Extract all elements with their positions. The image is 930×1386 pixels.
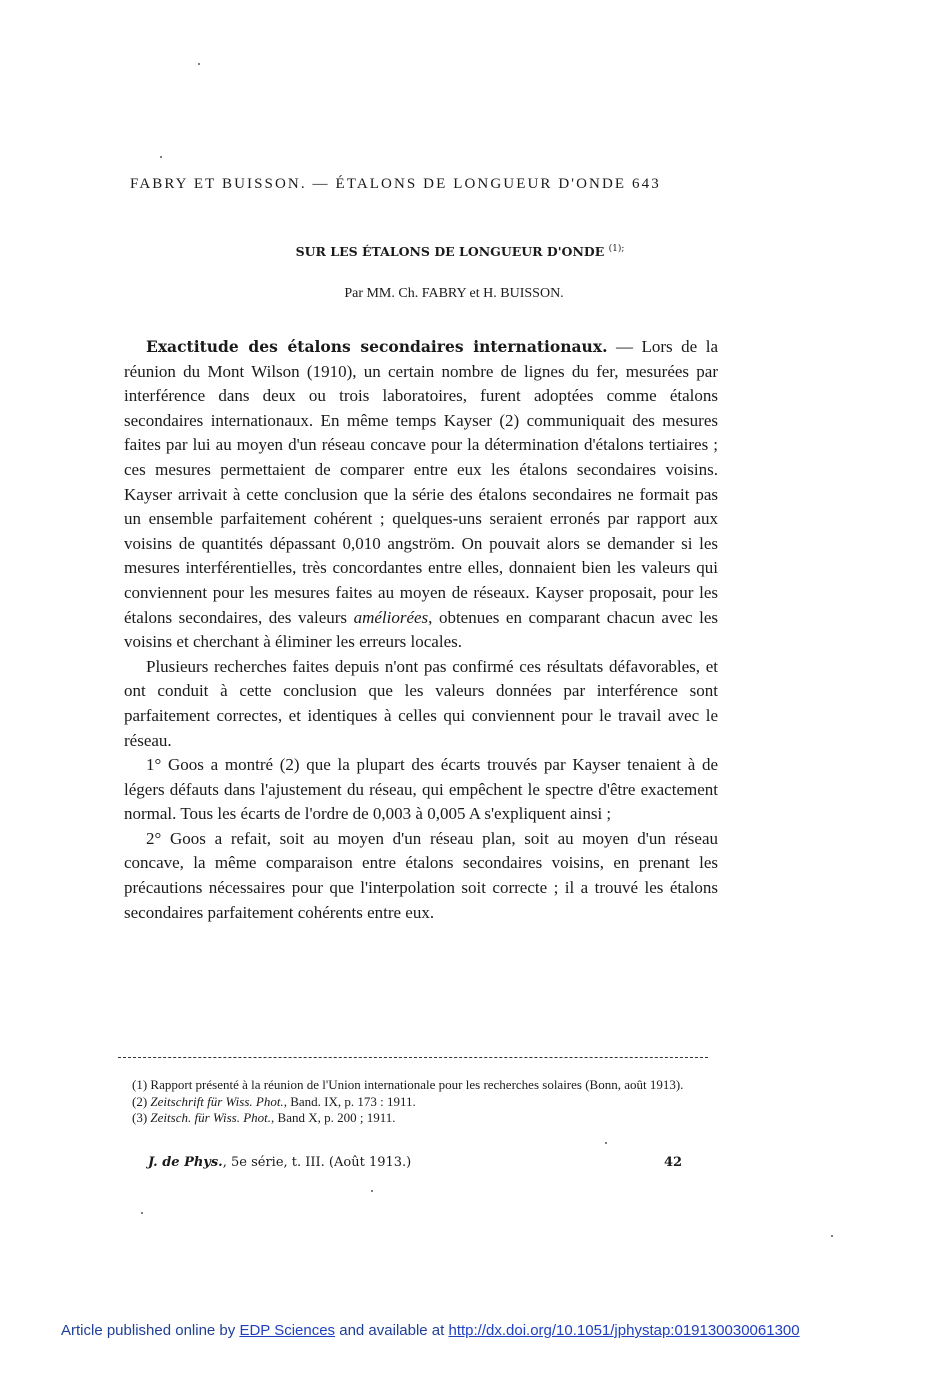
scan-speck: [141, 1212, 143, 1214]
paragraph-text: ) communiquait des mesures faites par lui au moyen d'un réseau concave pour la détermination d'étalons tertiaires ; ces mesures permettaient de comparer entre eux les étalons secondaires voisins. Kayser arrivait à cette conclusion que la série des étalons secondaires ne formait pas un ensemble parfaitement cohérent ; quelques-uns seraient erronés par rapport aux voisins de quantités dépassant 0,010 angström. On pouvait alors se demander si les mesures interférentielles, très concordantes entre elles, donnaient bien les valeurs qui conviennent pour les mesures faites au moyen de réseaux. Kayser proposait, pour les étalons secondaires, des valeurs: [124, 410, 718, 627]
footnote-3: [116, 1110, 716, 1127]
footnote-text: , Band. IX, p. 173 : 1911.: [283, 1093, 416, 1109]
paragraph-2: Plusieurs recherches faites depuis n'ont pas confirmé ces résultats défavorables, et ont conduit à cette conclusion que les valeurs données par interférence sont parfaitement correctes, et identiques à celles qui conviennent pour le travail avec le réseau.: [124, 656, 718, 750]
footnote-mark: (1): [132, 1077, 148, 1092]
paragraph-3: [124, 753, 718, 827]
title-footnote-ref: (1);: [608, 244, 625, 254]
emphasis-text: améliorées: [353, 607, 429, 627]
footer-text: and available at: [335, 1322, 449, 1339]
paragraph-text: , obtenues en comparant chacun avec les voisins et cherchant à éliminer les erreurs locales.: [124, 607, 718, 652]
publisher-link[interactable]: EDP Sciences: [239, 1322, 336, 1339]
running-head: FABRY ET BUISSON. — ÉTALONS DE LONGUEUR D'ONDE 643: [130, 176, 661, 192]
footnote-text: , Band X, p. 200 ; 1911.: [271, 1110, 396, 1125]
page-number: 42: [664, 1155, 683, 1170]
journal-details: , 5e série, t. III. (Août 1913.): [222, 1155, 412, 1170]
publication-footer: [61, 1322, 800, 1339]
footnote-ref: 2: [505, 410, 514, 430]
footnote-text: Rapport présenté à la réunion de l'Union internationale pour les recherches solaires (Bonn, août 1913).: [147, 1077, 684, 1092]
footnote-mark: (3): [132, 1110, 148, 1125]
authors-line: [0, 286, 930, 302]
scan-speck: [198, 63, 200, 65]
journal-citation: Zeitschrift für Wiss. Phot.: [150, 1093, 284, 1109]
scan-speck: [160, 156, 162, 158]
footnote-ref: 2: [285, 755, 294, 775]
footnote-mark: (2): [132, 1093, 148, 1109]
footnotes: [116, 1077, 716, 1127]
paragraph-4: 2° Goos a refait, soit au moyen d'un réseau plan, soit au moyen d'un réseau concave, la même comparaison entre étalons secondaires voisins, en prenant les précautions nécessaires pour que l'interpolation soit correcte ; il a trouvé les étalons secondaires parfaitement cohérents entre eux.: [124, 828, 718, 922]
doi-link[interactable]: http://dx.doi.org/10.1051/jphystap:019130030061300: [448, 1322, 800, 1339]
footnote-divider: [118, 1057, 708, 1058]
article-body: [124, 335, 718, 925]
section-lead: Exactitude des étalons secondaires internationaux.: [146, 337, 608, 356]
paragraph-text: — Lors de la réunion du Mont Wilson (1910), un certain nombre de lignes du fer, mesurées par interférence dans deux ou trois laboratoires, furent adoptées comme étalons secondaires internationaux. En même temps Kayser (: [124, 337, 718, 430]
paragraph-1: [124, 335, 718, 655]
footnote-2: [116, 1094, 716, 1111]
footnote-1: [116, 1077, 716, 1094]
journal-citation: Zeitsch. für Wiss. Phot.: [150, 1110, 272, 1125]
scan-speck: [605, 1142, 607, 1144]
scan-speck: [371, 1190, 373, 1192]
journal-reference: [148, 1155, 411, 1170]
article-title: [0, 244, 930, 259]
scan-speck: [831, 1235, 833, 1237]
paragraph-text: 1° Goos a montré (: [146, 755, 286, 775]
authors-text: Par MM. Ch. FABRY et H. BUISSON.: [344, 286, 564, 301]
title-text: SUR LES ÉTALONS DE LONGUEUR D'ONDE: [295, 244, 605, 260]
journal-name: J. de Phys.: [148, 1155, 223, 1170]
footer-text: Article published online by: [61, 1322, 240, 1339]
paragraph-text: ) que la plupart des écarts trouvés par Kayser tenaient à de légers défauts dans l'ajustement du réseau, qui empêchent le spectre d'être exactement normal. Tous les écarts de l'ordre de 0,003 à 0,005 A s'expliquent ainsi ;: [124, 755, 719, 824]
